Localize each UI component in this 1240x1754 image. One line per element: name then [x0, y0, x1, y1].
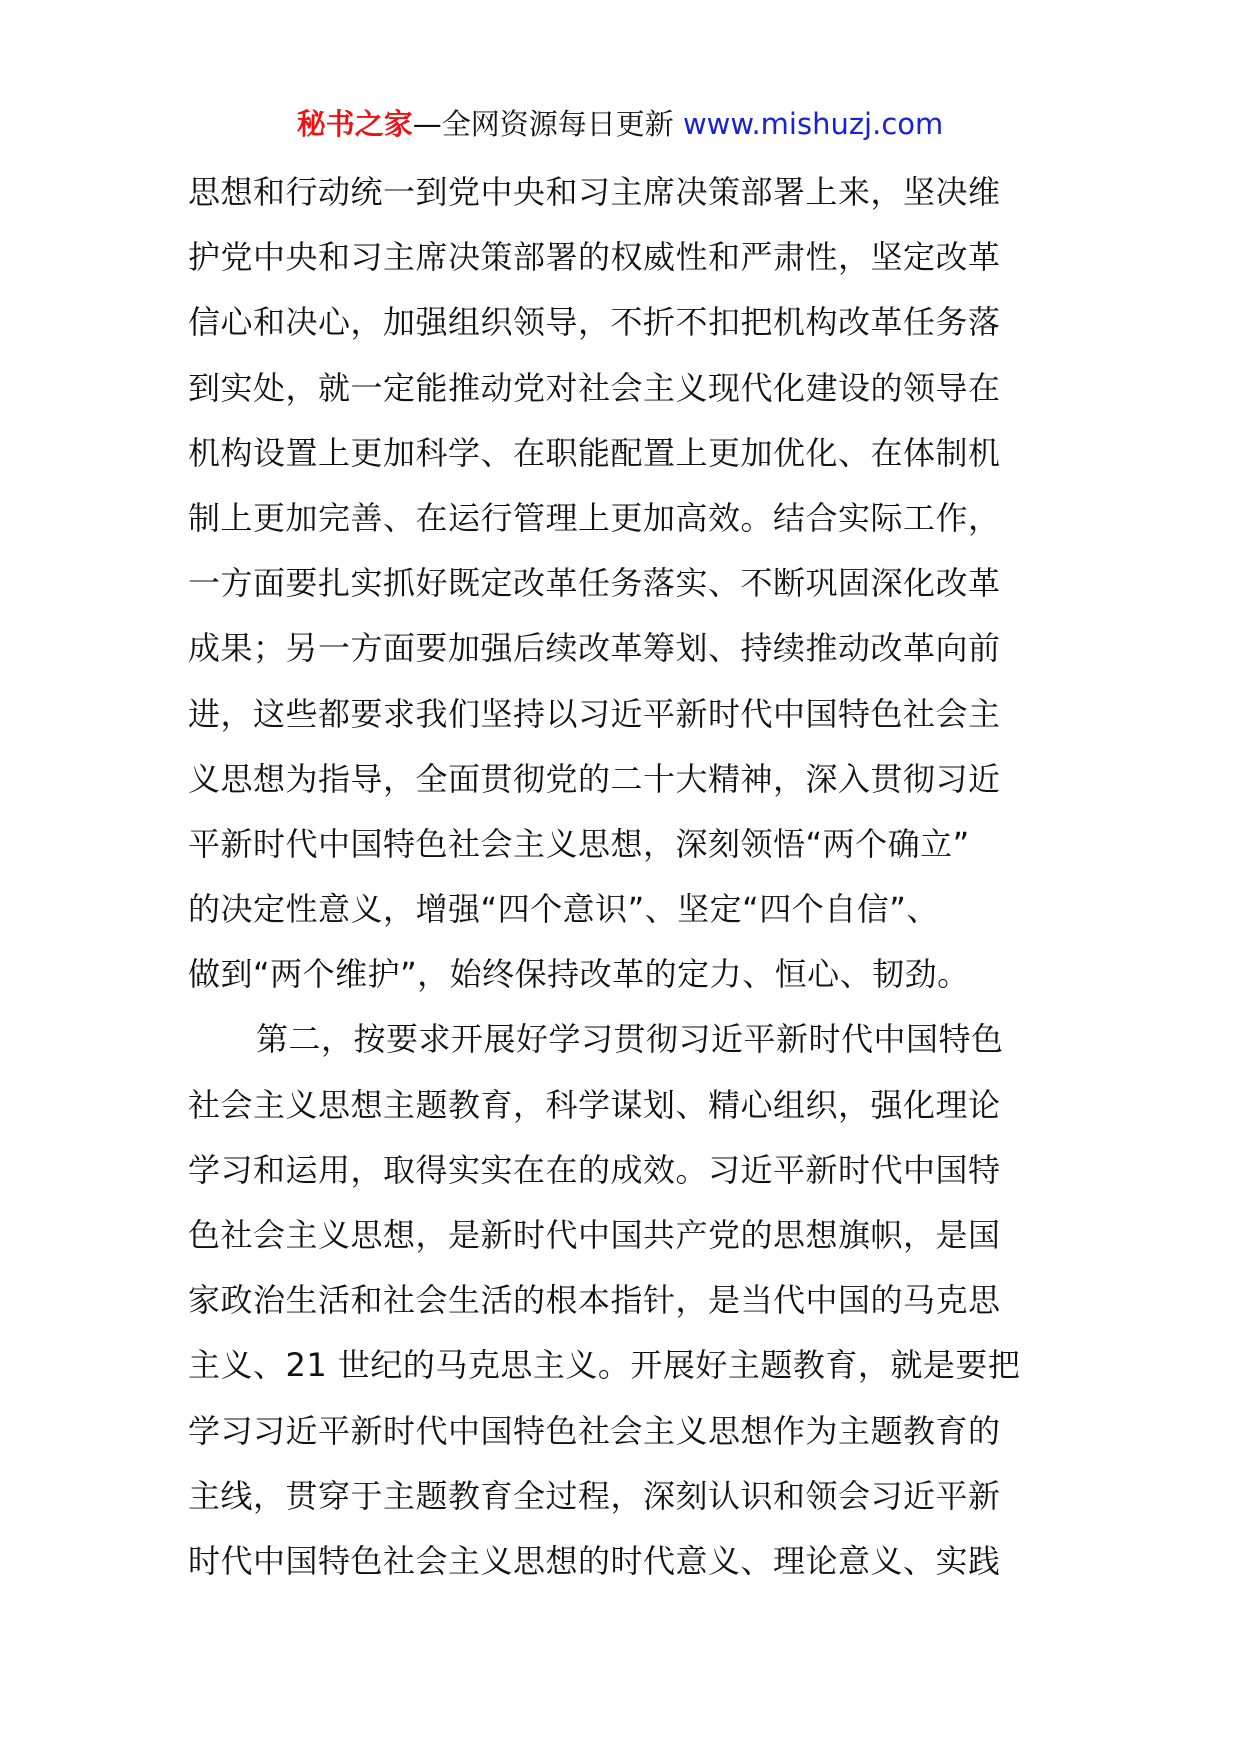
text-line: 学习习近平新时代中国特色社会主义思想作为主题教育的: [188, 1411, 1001, 1450]
text-line: 色社会主义思想，是新时代中国共产党的思想旗帜，是国: [188, 1216, 1001, 1254]
text-line: 社会主义思想主题教育，科学谋划、精心组织，强化理论: [188, 1085, 1001, 1124]
text-line: 主线，贯穿于主题教育全过程，深刻认识和领会习近平新: [188, 1476, 1001, 1515]
paragraph-start-line: 第二，按要求开展好学习贯彻习近平新时代中国特色: [256, 1020, 1004, 1059]
text-line: 成果；另一方面要加强后续改革筹划、持续推动改革向前: [188, 629, 1001, 668]
text-line: 家政治生活和社会生活的根本指针，是当代中国的马克思: [188, 1281, 1001, 1320]
text-line: 的决定性意义，增强“四个意识”、坚定“四个自信”、: [188, 890, 939, 929]
text-line: 平新时代中国特色社会主义思想，深刻领悟“两个确立”: [188, 824, 970, 863]
text-line: 机构设置上更加科学、在职能配置上更加优化、在体制机: [188, 433, 1001, 472]
text-line: 主义、21 世纪的马克思主义。开展好主题教育，就是要把: [188, 1346, 1021, 1385]
text-line: 时代中国特色社会主义思想的时代意义、理论意义、实践: [188, 1541, 1001, 1580]
text-line: 制上更加完善、在运行管理上更加高效。结合实际工作，: [188, 498, 1001, 537]
header-tagline: —全网资源每日更新: [412, 107, 683, 141]
text-line: 做到“两个维护”，始终保持改革的定力、恒心、韧劲。: [188, 955, 970, 994]
text-line: 信心和决心，加强组织领导，不折不扣把机构改革任务落: [188, 303, 1001, 342]
text-line: 进，这些都要求我们坚持以习近平新时代中国特色社会主: [188, 694, 1001, 733]
text-line: 学习和运用，取得实实在在的成效。习近平新时代中国特: [188, 1150, 1001, 1189]
text-line: 一方面要扎实抓好既定改革任务落实、不断巩固深化改革: [188, 564, 1001, 603]
text-line: 义思想为指导，全面贯彻党的二十大精神，深入贯彻习近: [188, 759, 1001, 798]
site-url-link[interactable]: www.mishuzj.com: [682, 107, 944, 141]
text-line: 到实处，就一定能推动党对社会主义现代化建设的领导在: [188, 368, 1001, 407]
body-text: [188, 160, 1058, 1594]
brand-name: 秘书之家: [296, 107, 413, 141]
page-header: [0, 104, 1240, 144]
text-line: 思想和行动统一到党中央和习主席决策部署上来，坚决维: [188, 173, 1001, 211]
text-line: 护党中央和习主席决策部署的权威性和严肃性，坚定改革: [188, 238, 1001, 277]
